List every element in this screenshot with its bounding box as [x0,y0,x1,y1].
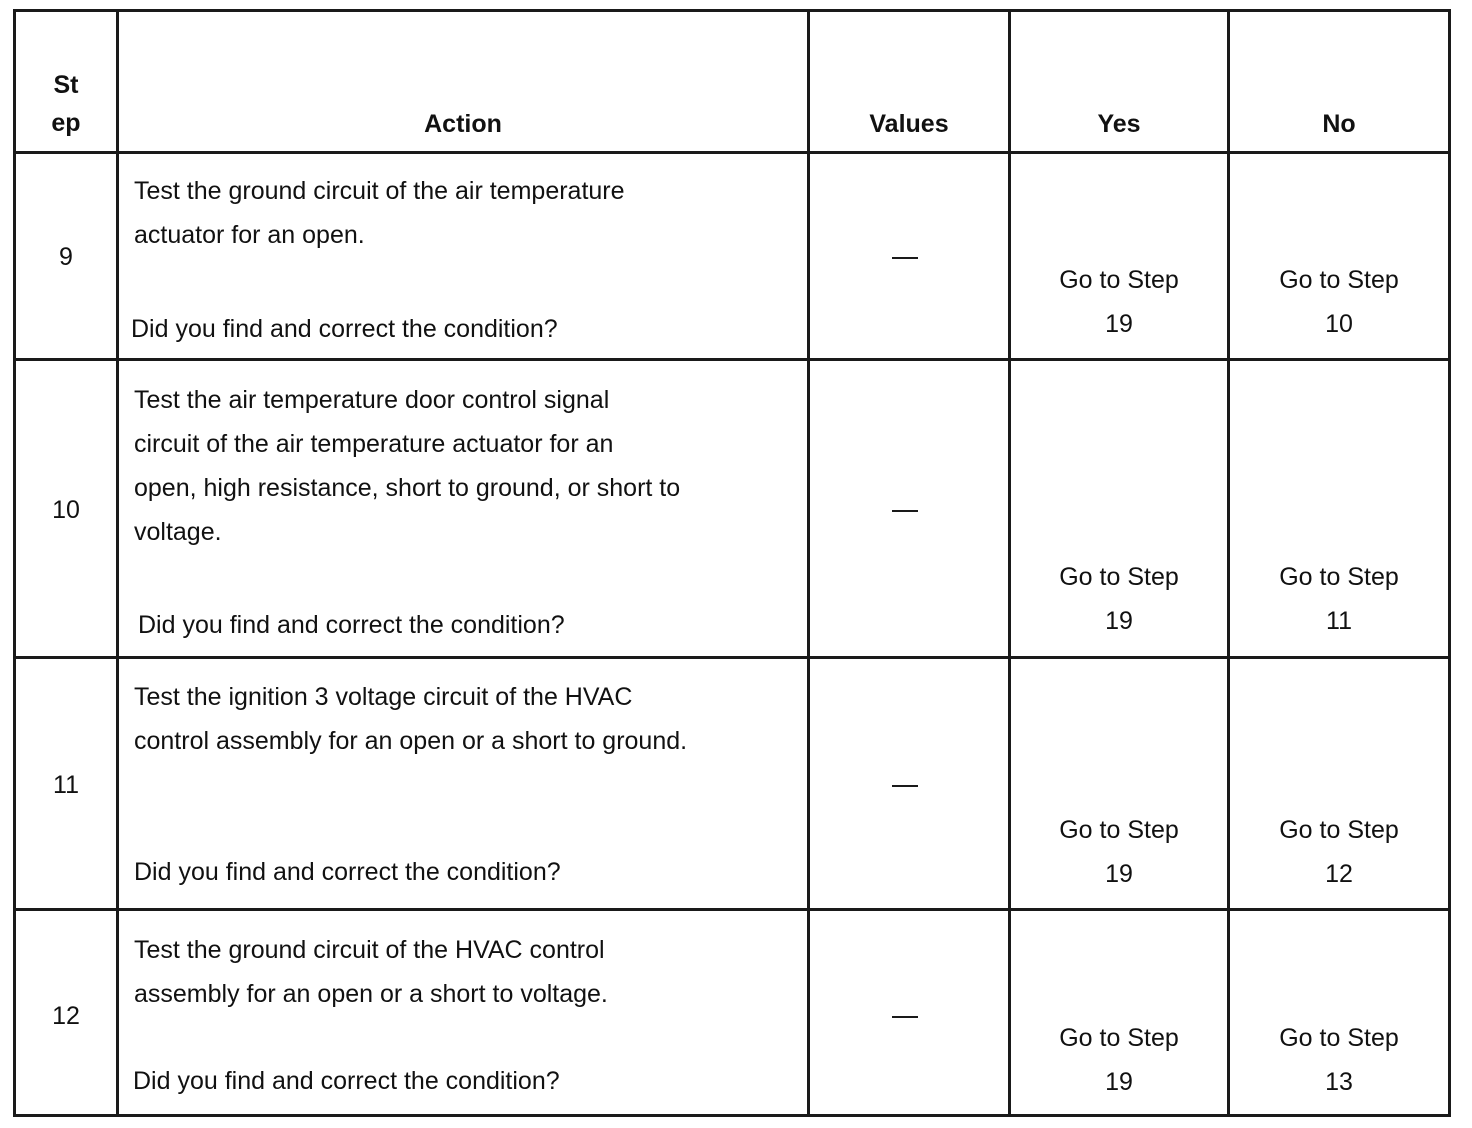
action-line: voltage. [134,518,222,546]
column-divider [1448,12,1451,1114]
step-number: 12 [52,1002,80,1030]
yes-step: 19 [1105,860,1133,888]
row-divider [16,358,1451,361]
yes-step: 19 [1105,1068,1133,1096]
action-line: assembly for an open or a short to voltage. [134,980,608,1008]
header-values: Values [869,110,949,138]
step-number: 10 [52,496,80,524]
action-question: Did you find and correct the condition? [134,858,561,886]
action-question: Did you find and correct the condition? [133,1067,560,1095]
header-step-line2: ep [51,109,81,137]
yes-step: 19 [1105,310,1133,338]
no-step: 10 [1325,310,1353,338]
action-line: control assembly for an open or a short to ground. [134,727,688,755]
header-step-line1: St [53,71,79,99]
action-question: Did you find and correct the condition? [138,611,565,639]
value-dash [892,785,918,787]
yes-goto: Go to Step [1059,1024,1179,1052]
action-line: Test the ground circuit of the HVAC control [134,936,605,964]
action-line: Test the ground circuit of the air temperature [134,177,625,205]
header-yes: Yes [1097,110,1141,138]
step-number: 9 [59,243,73,271]
no-goto: Go to Step [1279,266,1399,294]
no-step: 12 [1325,860,1353,888]
no-step: 13 [1325,1068,1353,1096]
row-divider [16,908,1451,911]
yes-goto: Go to Step [1059,816,1179,844]
column-divider [807,12,810,1114]
action-line: actuator for an open. [134,221,365,249]
action-line: open, high resistance, short to ground, or short to [134,474,681,502]
header-action: Action [424,110,502,138]
value-dash [892,257,918,259]
action-question: Did you find and correct the condition? [131,315,558,343]
value-dash [892,510,918,512]
yes-goto: Go to Step [1059,563,1179,591]
action-line: circuit of the air temperature actuator for an [134,430,614,458]
no-goto: Go to Step [1279,1024,1399,1052]
column-divider [116,12,119,1114]
header-step [16,65,116,143]
yes-step: 19 [1105,607,1133,635]
no-goto: Go to Step [1279,816,1399,844]
action-line: Test the air temperature door control signal [134,386,610,414]
action-line: Test the ignition 3 voltage circuit of the HVAC [134,683,633,711]
row-divider [16,656,1451,659]
no-step: 11 [1326,607,1352,635]
header-no: No [1322,110,1356,138]
row-divider [16,151,1451,154]
yes-goto: Go to Step [1059,266,1179,294]
value-dash [892,1016,918,1018]
diagnostic-table [13,9,1451,1117]
no-goto: Go to Step [1279,563,1399,591]
step-number: 11 [53,771,79,799]
